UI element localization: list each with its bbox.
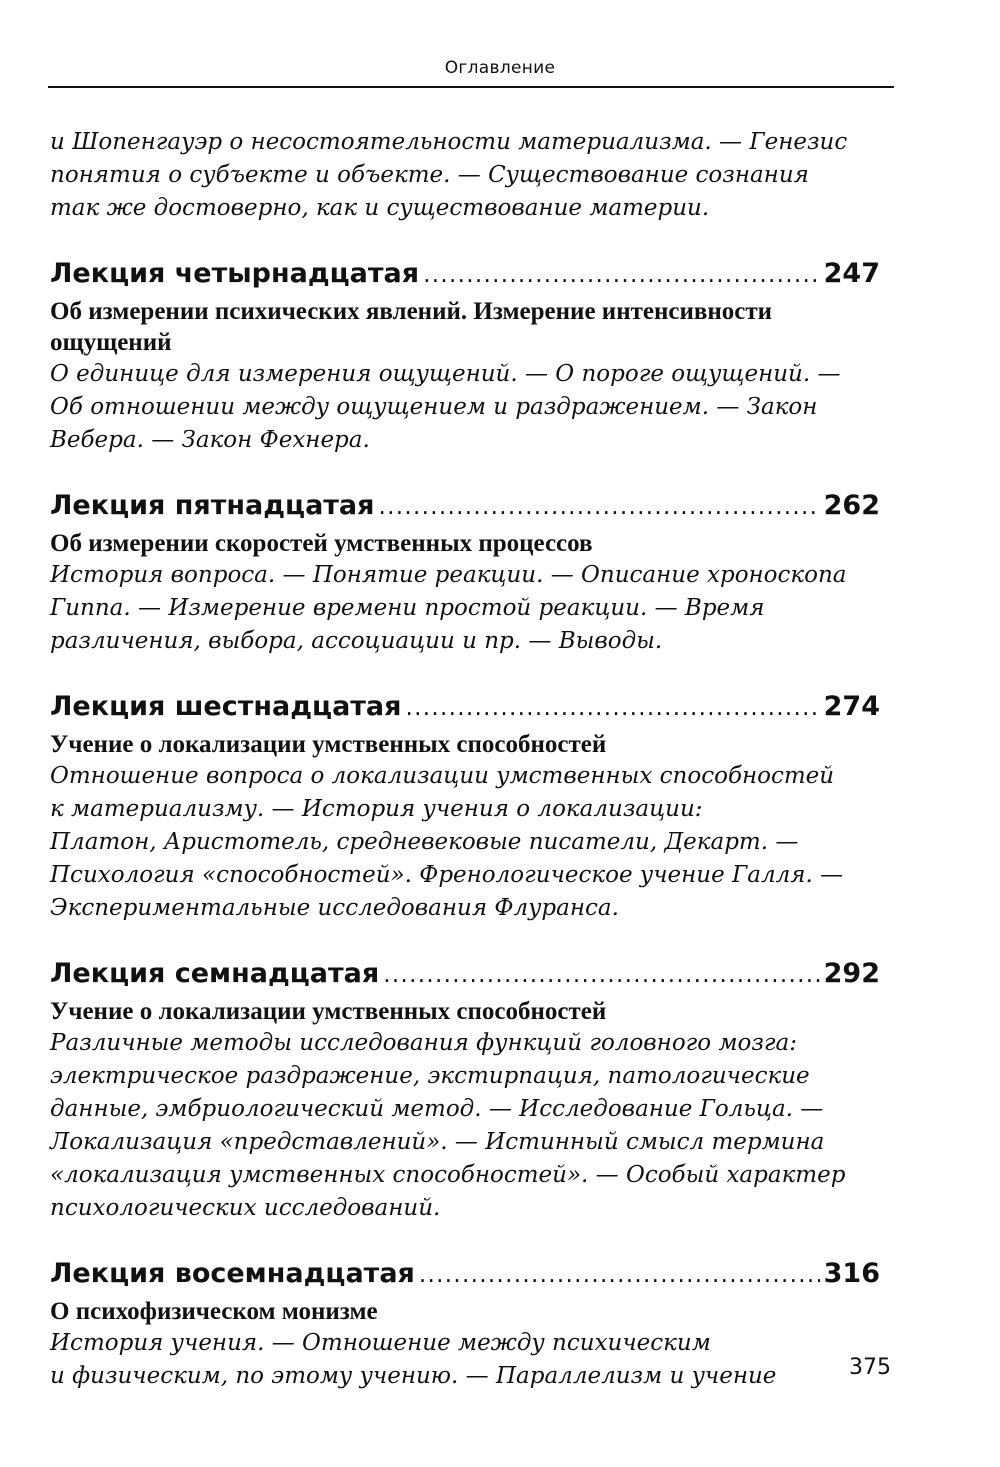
lecture-title: Лекция пятнадцатая [50, 490, 375, 521]
toc-entry-16 [50, 688, 880, 925]
toc-entry-heading [50, 688, 880, 727]
description-line: Локализация «представлений». — Истинный смысл термина [50, 1129, 825, 1155]
description-line: Отношение вопроса о локализации умственных способностей [50, 763, 835, 789]
description-line: электрическое раздражение, экстирпация, патологические [50, 1063, 810, 1089]
toc-entry-15 [50, 487, 880, 658]
lecture-subtitle: Учение о локализации умственных способностей [50, 731, 607, 758]
lecture-subtitle: Об измерении психических явлений. Измерение интенсивности ощущений [50, 298, 773, 356]
description-line: Гиппа. — Измерение времени простой реакции. — Время [50, 595, 765, 621]
description-line: и физическим, по этому учению. — Параллелизм и учение [50, 1363, 777, 1389]
page-ref: 274 [823, 691, 880, 722]
carryover-line: и Шопенгауэр о несостоятельности материализма. — Генезис [50, 129, 848, 155]
toc-entry-17 [50, 955, 880, 1225]
description-line: Об отношении между ощущением и раздражением. — Закон [50, 394, 818, 420]
lecture-subtitle: Об измерении скоростей умственных процессов [50, 530, 593, 557]
description-line: различения, выбора, ассоциации и пр. — Выводы. [50, 628, 663, 654]
page-ref: 292 [823, 958, 880, 989]
description-line: Вебера. — Закон Фехнера. [50, 427, 370, 453]
description-line: психологических исследований. [50, 1195, 441, 1221]
description-line: «локализация умственных способностей». — Особый характер [50, 1162, 846, 1188]
dot-leader [406, 689, 820, 727]
carryover-text [50, 126, 880, 225]
carryover-line: так же достоверно, как и существование материи. [50, 195, 710, 221]
description-line: к материализму. — История учения о локализации: [50, 796, 703, 822]
toc-entry-heading [50, 487, 880, 526]
toc-entry-heading [50, 1255, 880, 1294]
toc-content [50, 126, 880, 1393]
description-line: Платон, Аристотель, средневековые писатели, Декарт. — [50, 829, 799, 855]
toc-entry-14 [50, 255, 880, 457]
toc-entry-18 [50, 1255, 880, 1393]
lecture-title: Лекция семнадцатая [50, 958, 380, 989]
description-line: Психология «способностей». Френологическое учение Галля. — [50, 862, 844, 888]
dot-leader [383, 956, 819, 994]
lecture-title: Лекция шестнадцатая [50, 691, 402, 722]
description-line: данные, эмбриологический метод. — Исследование Гольца. — [50, 1096, 824, 1122]
lecture-title: Лекция восемнадцатая [50, 1258, 415, 1289]
dot-leader [419, 1256, 820, 1294]
header-rule [48, 86, 894, 88]
description-line: История вопроса. — Понятие реакции. — Описание хроноскопа [50, 562, 847, 588]
page-ref: 262 [823, 490, 880, 521]
page-number: 375 [849, 1355, 891, 1380]
description-line: Экспериментальные исследования Флуранса. [50, 895, 619, 921]
page-ref: 316 [823, 1258, 880, 1289]
lecture-subtitle: Учение о локализации умственных способностей [50, 998, 607, 1025]
description-line: О единице для измерения ощущений. — О пороге ощущений. — [50, 361, 841, 387]
carryover-line: понятия о субъекте и объекте. — Существование сознания [50, 162, 809, 188]
lecture-subtitle: О психофизическом монизме [50, 1298, 378, 1325]
toc-entry-heading [50, 955, 880, 994]
dot-leader [423, 256, 820, 294]
lecture-title: Лекция четырнадцатая [50, 258, 420, 289]
page-ref: 247 [823, 258, 880, 289]
description-line: История учения. — Отношение между психическим [50, 1330, 711, 1356]
running-head: Оглавление [444, 58, 556, 78]
dot-leader [379, 488, 820, 526]
description-line: Различные методы исследования функций головного мозга: [50, 1030, 798, 1056]
toc-entry-heading [50, 255, 880, 294]
